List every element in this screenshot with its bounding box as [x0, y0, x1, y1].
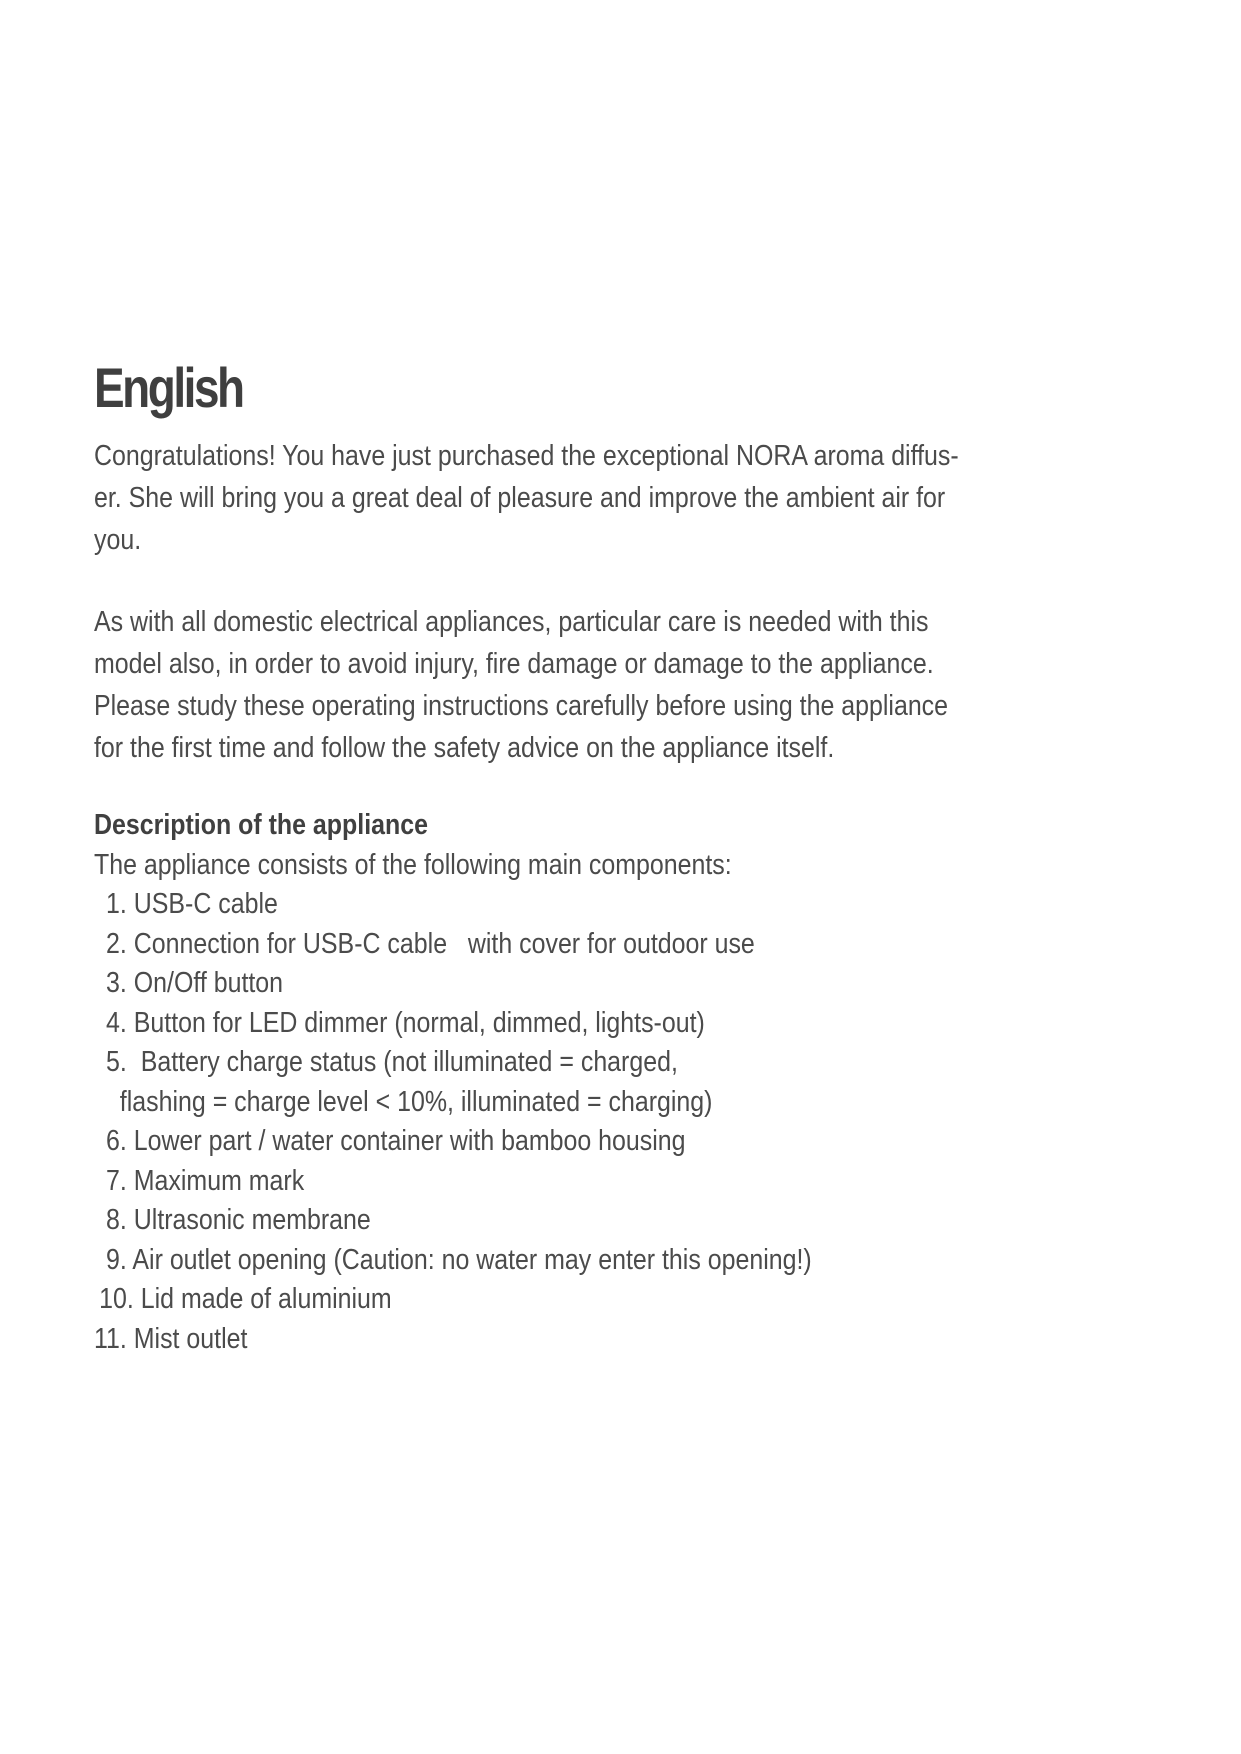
- item-text: Connection for USB-C cable with cover for outdoor use: [133, 927, 755, 960]
- section-intro: The appliance consists of the following main components:: [94, 849, 732, 881]
- item-text: USB-C cable: [133, 888, 278, 920]
- item-text: Button for LED dimmer (normal, dimmed, lights-out): [133, 1006, 705, 1039]
- safety-paragraph: [94, 601, 1094, 769]
- intro-paragraph: [94, 435, 1094, 561]
- intro-line: Congratulations! You have just purchased the exceptional NORA aroma diffus-: [94, 440, 959, 472]
- section-heading: Description of the appliance: [94, 809, 428, 841]
- item-number: 3.: [106, 967, 127, 999]
- list-item: [94, 925, 954, 965]
- list-item: [94, 1004, 954, 1044]
- safety-line: Please study these operating instructions carefully before using the appliance: [94, 690, 949, 722]
- item-number: 5.: [106, 1046, 127, 1078]
- intro-line: you.: [94, 524, 142, 556]
- list-item: [94, 1043, 954, 1083]
- components-list: [94, 885, 1094, 1359]
- item-text: Ultrasonic membrane: [133, 1204, 371, 1236]
- list-item: [94, 885, 954, 925]
- item-text: On/Off button: [133, 967, 284, 999]
- safety-line: for the first time and follow the safety advice on the appliance itself.: [94, 732, 835, 764]
- item-number: 2.: [106, 927, 127, 960]
- item-number: 6.: [106, 1125, 127, 1157]
- manual-page: [94, 355, 1094, 1359]
- item-text: Maximum mark: [133, 1164, 305, 1197]
- list-item: [94, 1122, 954, 1162]
- list-item: [94, 1280, 954, 1320]
- list-item-continuation: [94, 1083, 954, 1123]
- safety-line: As with all domestic electrical appliances, particular care is needed with this: [94, 606, 929, 638]
- item-text: Lower part / water container with bamboo housing: [133, 1125, 686, 1157]
- list-item: [94, 1320, 954, 1360]
- page-title: English: [94, 356, 243, 419]
- safety-line: model also, in order to avoid injury, fire damage or damage to the appliance.: [94, 648, 934, 680]
- list-item: [94, 1241, 954, 1281]
- item-number: 7.: [106, 1164, 127, 1197]
- item-number: 1.: [106, 888, 127, 920]
- item-number: 8.: [106, 1204, 127, 1236]
- item-text: Lid made of aluminium: [140, 1283, 392, 1315]
- intro-line: er. She will bring you a great deal of pleasure and improve the ambient air for: [94, 482, 946, 514]
- item-number: 4.: [106, 1006, 127, 1039]
- item-text: Battery charge status (not illuminated = charged,: [133, 1046, 678, 1078]
- list-item: [94, 1162, 954, 1202]
- list-item: [94, 1201, 954, 1241]
- list-item: [94, 964, 954, 1004]
- item-text: Mist outlet: [133, 1322, 248, 1355]
- item-number: 9.: [106, 1243, 127, 1276]
- item-text: Air outlet opening (Caution: no water may enter this opening!): [132, 1243, 812, 1276]
- item-text-continuation: flashing = charge level < 10%, illuminated = charging): [119, 1085, 713, 1118]
- item-number: 11.: [94, 1322, 127, 1355]
- item-number: 10.: [99, 1283, 134, 1315]
